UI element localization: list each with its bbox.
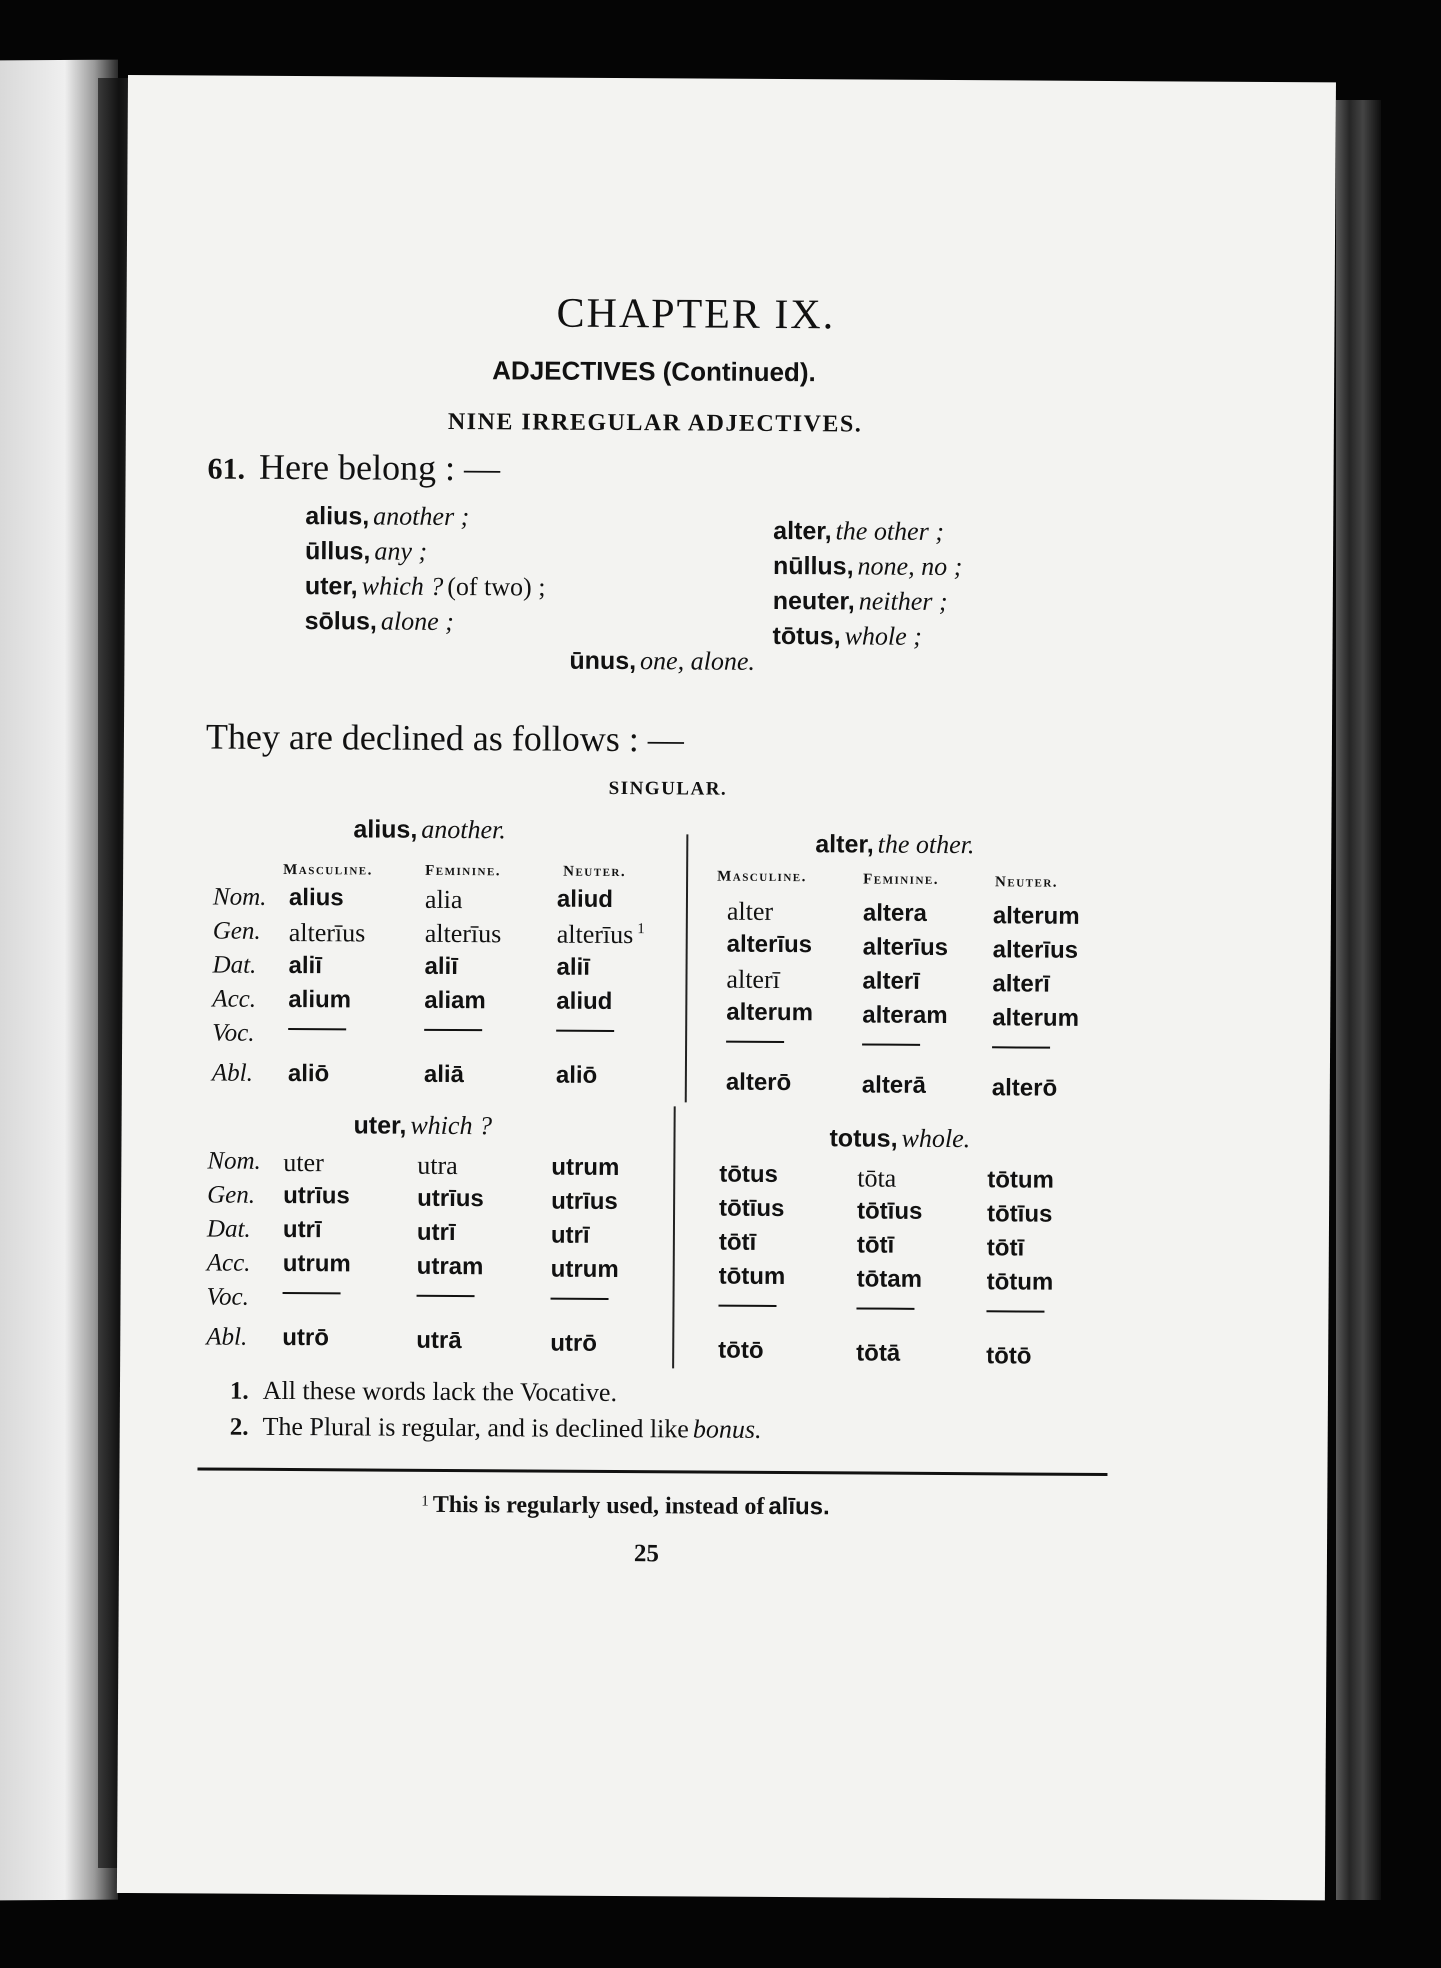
page-number: 25 [633,1540,660,1568]
table-cell: alterīus [862,933,949,962]
word-list-item: sōlus, alone ; [304,606,454,637]
table-cell: utrī [550,1221,590,1249]
table-cell: alterō [725,1068,792,1097]
table-cell: alia [424,884,463,915]
gender-header-masculine: Masculine. [283,861,373,879]
vocative-dash [992,1038,1050,1056]
vocative-dash [416,1287,474,1305]
table-cell: tōta [857,1163,897,1193]
table-cell: alterum [992,1004,1080,1032]
table-cell: tōtō [718,1336,764,1364]
gender-header-masculine: Masculine. [717,868,807,886]
table-cell: aliō [555,1061,598,1089]
table-cell: alterī [992,970,1050,998]
table-cell: tōtā [856,1339,901,1367]
singular-label: SINGULAR. [608,777,728,800]
table-cell: aliā [423,1060,465,1089]
table-cell: alterīus [992,936,1079,964]
case-label: Acc. [212,985,257,1013]
table-cell: altera [862,899,928,927]
table-cell: utrīus [417,1184,484,1213]
case-label: Voc. [212,1019,255,1047]
table-cell: aliī [424,952,459,981]
table-title-alter: alter, the other. [815,829,975,860]
table-cell: alius [288,883,344,912]
table-cell: utrō [282,1323,330,1352]
note-item: 2. The Plural is regular, and is declined like bonus. [229,1411,762,1444]
word-list-item: nūllus, none, no ; [772,551,963,582]
column-divider [685,834,689,1102]
table-cell: alterīus $^1$ [556,919,645,950]
word-list-item: uter, which ? (of two) ; [304,571,546,602]
table-cell: tōtīus [986,1200,1053,1228]
case-label: Voc. [206,1283,249,1311]
vocative-dash [556,1022,614,1040]
chapter-subtitle: ADJECTIVES (Continued). [492,355,816,388]
table-title-alius: alius, another. [353,814,506,845]
table-cell: alter [726,896,774,926]
table-cell: aliud [556,987,613,1015]
note-item: 1. All these words lack the Vocative. [229,1375,618,1408]
table-title-uter: uter, which ? [353,1110,493,1141]
table-cell: utrum [551,1153,620,1182]
vocative-dash [550,1290,608,1308]
table-cell: tōtīus [856,1197,923,1225]
table-cell: aliud [556,885,614,913]
table-cell: utra [417,1150,458,1181]
table-cell: utram [416,1252,484,1281]
gender-header-feminine: Feminine. [863,871,940,888]
table-cell: aliō [287,1059,330,1088]
table-cell: utrī [416,1218,456,1247]
gender-header-feminine: Feminine. [425,862,502,880]
footnote-rule [197,1467,1107,1476]
word-list-item: tōtus, whole ; [772,621,922,651]
table-cell: utrī [282,1215,322,1244]
paragraph-number: 61. [207,452,246,486]
table-cell: alterā [861,1071,926,1099]
word-list-item: ūllus, any ; [305,536,428,566]
paragraph-text: Here belong : — [258,446,501,489]
case-label: Dat. [206,1215,251,1243]
vocative-dash [986,1302,1044,1320]
table-cell: aliī [556,953,590,981]
case-label: Abl. [206,1323,248,1351]
declined-intro: They are declined as follows : — [205,716,684,760]
vocative-dash [424,1021,482,1039]
table-cell: alterō [991,1074,1058,1102]
table-cell: utrō [550,1329,597,1357]
table-cell: tōtī [986,1234,1025,1262]
vocative-dash [718,1297,776,1315]
table-cell: tōtum [987,1166,1055,1194]
chapter-title: CHAPTER IX. [556,290,836,339]
table-cell: tōtam [856,1265,923,1293]
case-label: Dat. [212,951,257,979]
word-list-item: alter, the other ; [773,516,945,546]
table-cell: tōtō [986,1342,1032,1370]
case-label: Nom. [212,883,267,911]
table-cell: aliī [288,951,323,980]
word-list-item: ūnus, one, alone. [569,646,756,676]
table-cell: utrīus [551,1187,618,1216]
vocative-dash [283,1284,341,1302]
table-cell: alteram [862,1001,948,1030]
table-cell: alium [288,985,352,1014]
footnote: 1 This is regularly used, instead of alīus. [421,1491,830,1521]
case-label: Acc. [206,1249,251,1277]
table-cell: tōtum [718,1262,786,1291]
footnote-marker: 1 [637,921,645,938]
table-cell: tōtī [718,1228,757,1256]
table-cell: alterīus [726,930,813,959]
table-cell: tōtī [856,1231,895,1259]
table-cell: alterī [862,967,920,995]
table-cell: tōtus [719,1160,779,1188]
table-cell: alterum [726,998,814,1027]
table-cell: alterīus [424,918,502,949]
vocative-dash [726,1033,784,1051]
vocative-dash [856,1299,914,1317]
table-cell: utrā [416,1326,462,1355]
table-cell: uter [283,1147,324,1178]
table-cell: alterum [992,902,1080,930]
vocative-dash [288,1020,346,1038]
table-cell: alterīus [288,917,366,948]
section-title: NINE IRREGULAR ADJECTIVES. [447,408,863,438]
case-label: Abl. [211,1059,253,1087]
table-cell: utrīus [283,1181,350,1210]
case-label: Gen. [207,1181,256,1209]
table-cell: aliam [424,986,486,1015]
gender-header-neuter: Neuter. [995,874,1059,891]
word-list-item: alius, another ; [305,501,470,532]
table-cell: utrum [282,1249,351,1278]
case-label: Nom. [207,1147,261,1175]
right-binding-shadow [1336,100,1381,1900]
book-page [117,75,1336,1900]
table-title-totus: totus, whole. [829,1123,971,1154]
table-cell: tōtīus [719,1194,785,1223]
table-cell: tōtum [986,1268,1054,1296]
table-cell: utrum [550,1255,619,1284]
table-cell: alterī [726,964,780,994]
vocative-dash [862,1036,920,1054]
case-label: Gen. [212,917,261,945]
gender-header-neuter: Neuter. [563,863,627,881]
paragraph-61 [207,445,500,489]
column-divider [672,1106,676,1368]
word-list-item: neuter, neither ; [772,586,948,617]
